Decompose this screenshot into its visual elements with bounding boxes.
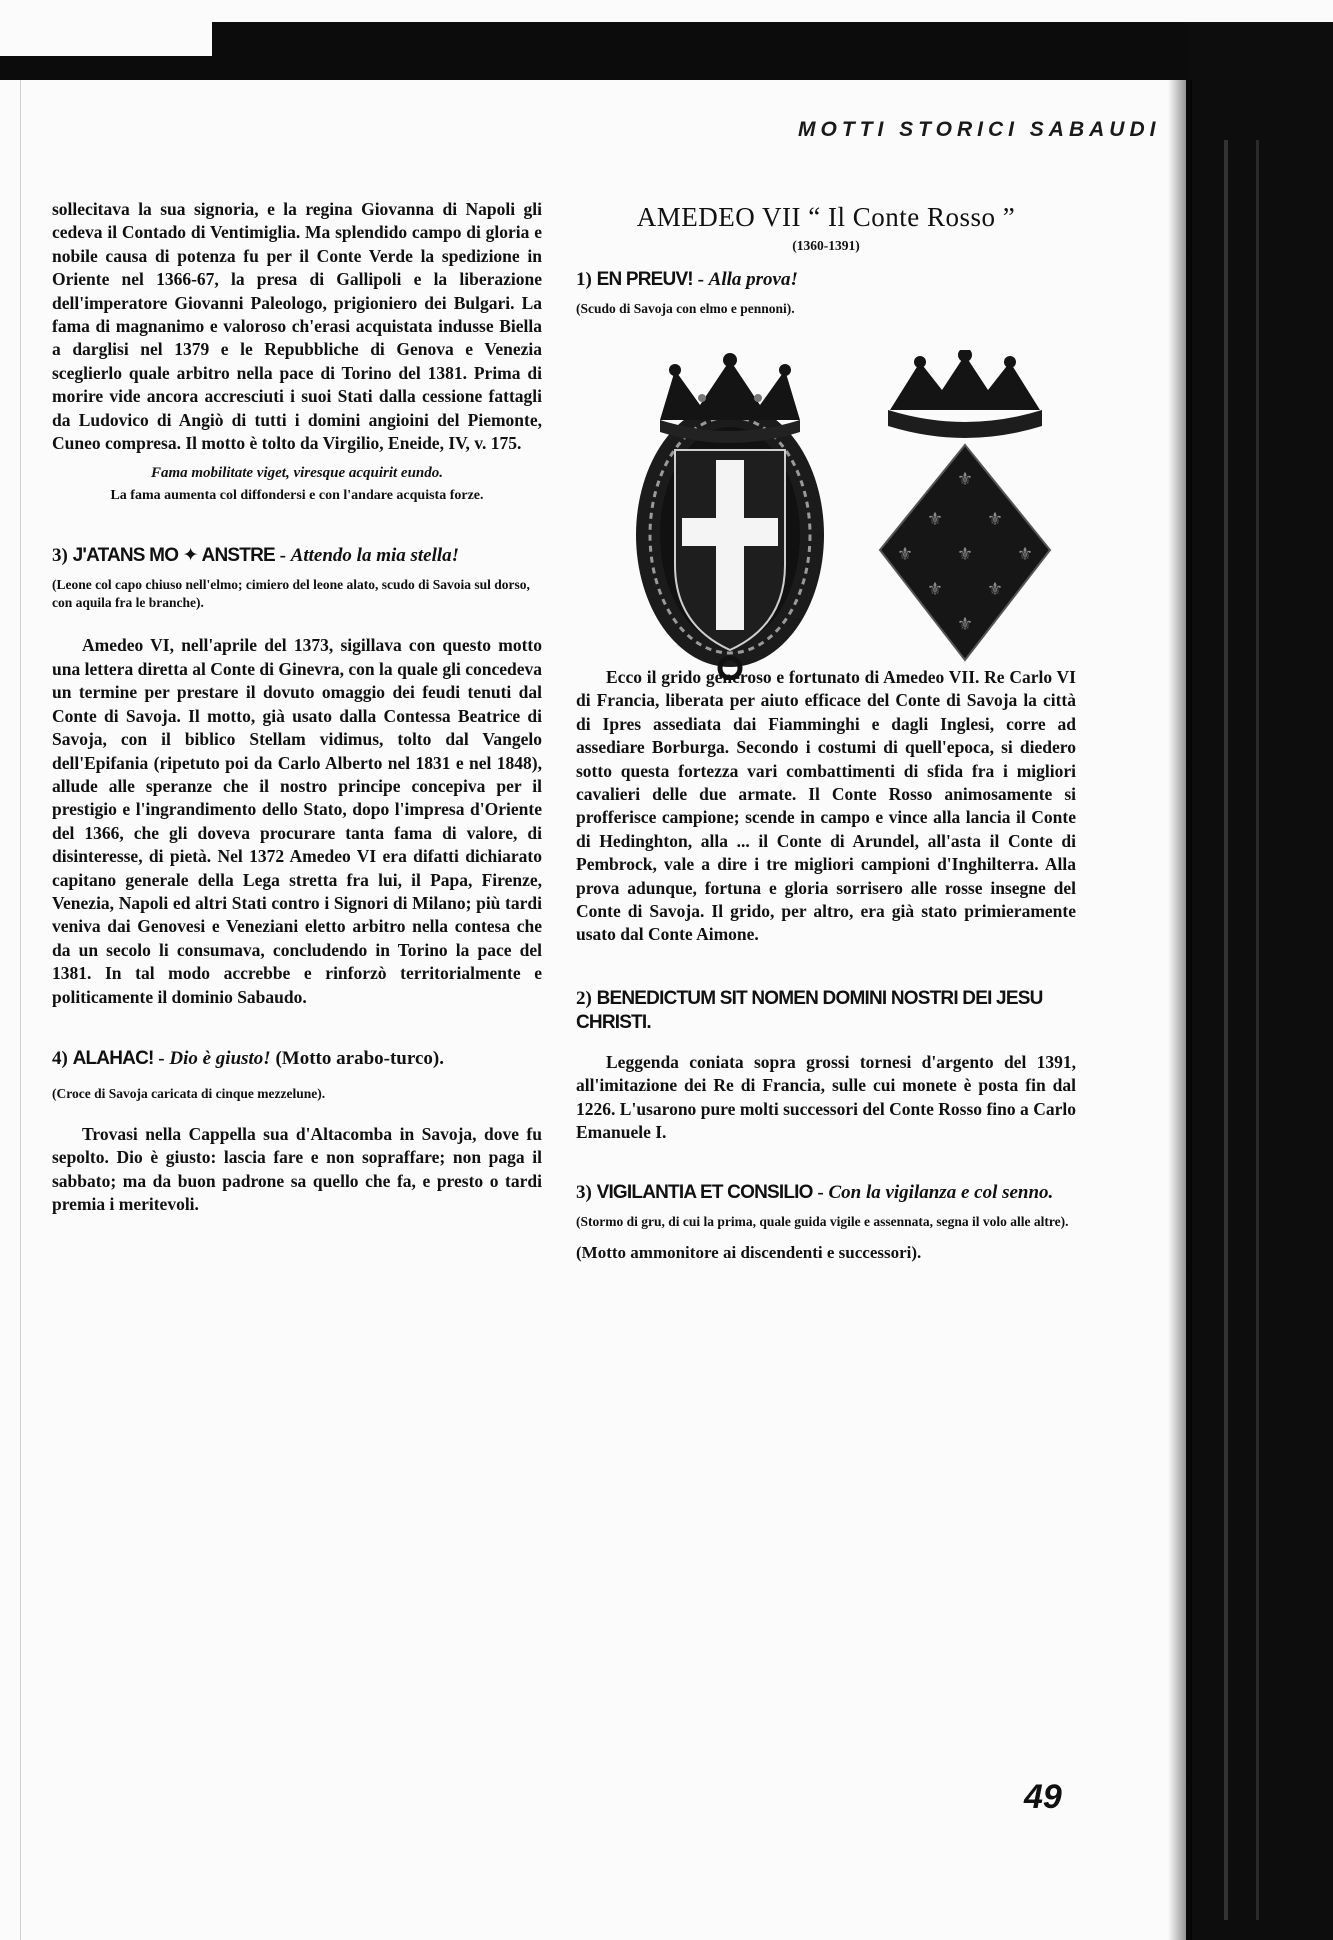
svg-text:⚜: ⚜ bbox=[986, 579, 1004, 600]
section-title: AMEDEO VII “ Il Conte Rosso ” bbox=[636, 202, 1016, 232]
lozenge-fleur-de-lis-emblem bbox=[880, 350, 1050, 660]
scan-border-stripe bbox=[1224, 140, 1228, 1920]
running-title: MOTTI STORICI SABAUDI bbox=[798, 118, 1161, 141]
motto-note: (Leone col capo chiuso nell'elmo; cimiero del leone alato, scudo di Savoia sul dorso, con aquila fra le branche). bbox=[52, 577, 530, 611]
motto-3-right-heading bbox=[576, 1181, 1076, 1205]
motto-3-right-section bbox=[576, 1181, 1076, 1264]
motto-note: (Stormo di gru, di cui la prima, quale guida vigile e assennata, segna il volo alle altre). bbox=[576, 1213, 1069, 1229]
motto-translation: Attendo la mia stella! bbox=[290, 545, 460, 567]
motto-separator: - bbox=[817, 1181, 824, 1203]
virgil-quote: Fama mobilitate viget, viresque acquirit eundo. bbox=[150, 465, 444, 482]
svg-text:⚜: ⚜ bbox=[956, 614, 974, 635]
motto-latin: ALAHAC! bbox=[72, 1047, 154, 1069]
motto-4-section bbox=[52, 1047, 542, 1217]
page-number: 49 bbox=[1024, 1778, 1062, 1816]
motto-number: 4) bbox=[52, 1047, 68, 1069]
savoy-shield-emblem bbox=[636, 353, 824, 678]
motto-translation: Dio è giusto! bbox=[169, 1047, 271, 1069]
svg-text:⚜: ⚜ bbox=[986, 509, 1004, 530]
motto-2-section bbox=[576, 987, 1076, 1145]
motto-separator: - bbox=[279, 545, 286, 567]
motto-2-heading bbox=[576, 987, 1076, 1035]
motto-translation: Alla prova! bbox=[708, 269, 798, 290]
motto-paragraph: Leggenda coniata sopra grossi tornesi d'argento del 1391, all'imitazione dei Re di Francia, sulle cui monete è posta fin dal 1226. L'usarono pure molti successori del Conte Rosso fino a Carlo Emanuele I. bbox=[576, 1051, 1076, 1143]
motto-3-heading bbox=[52, 544, 542, 568]
scan-right-border bbox=[1186, 22, 1333, 1940]
motto-suffix: (Motto arabo-turco). bbox=[275, 1047, 444, 1069]
section-dates: (1360-1391) bbox=[792, 238, 860, 253]
motto-latin: EN PREUV! bbox=[596, 269, 693, 290]
motto-note: (Scudo di Savoja con elmo e pennoni). bbox=[576, 301, 795, 316]
motto-translation: Con la vigilanza e col senno. bbox=[828, 1181, 1054, 1203]
motto-number: 1) bbox=[576, 269, 592, 290]
scan-topleft-border bbox=[0, 56, 212, 80]
page-edge bbox=[20, 80, 21, 1940]
scan-top-margin bbox=[212, 0, 1333, 24]
svg-text:⚜: ⚜ bbox=[926, 579, 944, 600]
svg-text:⚜: ⚜ bbox=[926, 509, 944, 530]
motto-latin: J'ATANS MO ✦ ANSTRE bbox=[72, 545, 275, 567]
motto-latin: BENEDICTUM SIT NOMEN DOMINI NOSTRI DEI JESU CHRISTI. bbox=[576, 987, 1043, 1033]
motto-3-section bbox=[52, 544, 542, 1009]
motto-separator: - bbox=[697, 269, 704, 290]
motto-number: 2) bbox=[576, 987, 592, 1009]
motto-latin: VIGILANTIA ET CONSILIO bbox=[596, 1181, 813, 1203]
scan-top-border bbox=[212, 22, 1333, 80]
intro-paragraph: sollecitava la sua signoria, e la regina Giovanna di Napoli gli cedeva il Contado di Ventimiglia. Ma splendido campo di gloria e nobile causa di potenza fu per il Conte Verde la spedizione in Oriente nel 1366-67, la presa di Gallipoli e la liberazione dell'imperatore Giovanni Paleologo, prigioniero dei Bulgari. La fama di magnanimo e valoroso ch'erasi acquistata indusse Biella a darglisi nel 1379 e le Repubbliche di Genova e Venezia sceglierlo quale arbitro nella pace di Torino del 1381. Prima di morire vide ancora accresciuti i suoi Stati dalla cessione fattagli da Ludovico di Angiò di tutti i domini angioini del Piemonte, Cuneo compresa. Il motto è tolto da Virgilio, Eneide, IV, v. 175. bbox=[52, 199, 542, 454]
motto-1-heading bbox=[576, 268, 1076, 292]
svg-text:⚜: ⚜ bbox=[1016, 544, 1034, 565]
svg-text:⚜: ⚜ bbox=[956, 544, 974, 565]
motto-paragraph: Trovasi nella Cappella sua d'Altacomba in Savoja, dove fu sepolto. Dio è giusto: lascia fare e non sopraffare; non paga il sabbato; ma da buon padrone sa quello che fa, e presto o tardi premia i meritevoli. bbox=[52, 1123, 542, 1215]
motto-separator: - bbox=[158, 1047, 165, 1069]
motto-note: (Croce di Savoja caricata di cinque mezzelune). bbox=[52, 1085, 326, 1101]
motto-1-paragraph: Ecco il grido generoso e fortunato di Amedeo VII. Re Carlo VI di Francia, liberata per aiuto efficace del Conte di Savoja la città di Ipres assediata dai Fiamminghi e dagli Inglesi, corre ad assediare Borburga. Secondo i costumi di quell'epoca, si diedero sotto questa fortezza vari combattimenti di sfida fra i migliori cavalieri delle due armate. Il Conte Rosso animosamente si profferisce campione; scende in campo e vince alla lancia il Conte di Hedinghton, alla ... il Conte di Arundel, all'asta il Conte di Pembrock, vale a dire i tre migliori campioni d'Inghilterra. Alla prova adunque, fortuna e gloria sorrisero alle rosse insegne del Conte di Savoja. Il grido, per altro, era già stato primieramente usato dal Conte Aimone. bbox=[576, 667, 1076, 945]
scan-gutter-shadow bbox=[1168, 80, 1192, 1940]
svg-text:⚜: ⚜ bbox=[896, 544, 914, 565]
scan-border-stripe bbox=[1256, 140, 1259, 1920]
left-column bbox=[52, 198, 542, 1217]
motto-number: 3) bbox=[576, 1181, 592, 1203]
virgil-quote-translation: La fama aumenta col diffondersi e con l'andare acquista forze. bbox=[110, 488, 484, 504]
svg-text:⚜: ⚜ bbox=[956, 469, 974, 490]
motto-paragraph: (Motto ammonitore ai discendenti e successori). bbox=[576, 1242, 922, 1262]
motto-number: 3) bbox=[52, 545, 68, 567]
motto-paragraph: Amedeo VI, nell'aprile del 1373, sigillava con questo motto una lettera diretta al Conte di Ginevra, con la quale gli concedeva un termine per prestare il dovuto omaggio dei feudi tenuti dal Conte di Savoja. Il motto, già usato dalla Contessa Beatrice di Savoja, con il biblico Stellam vidimus, tolto dal Vangelo dell'Epifania (ripetuto poi da Carlo Alberto nel 1831 e nel 1848), allude alle speranze che il nostro principe concepiva per il prestigio e l'ingrandimento dello Stato, dopo l'impresa d'Oriente del 1366, che gli doveva procurare tanta fama di valore, di disinteresse, di pietà. Nel 1372 Amedeo VI era difatti dichiarato capitano generale della Lega stretta fra lui, il Papa, Firenze, Venezia, Napoli ed altri Stati contro i Signori di Milano; più tardi veniva dai Genovesi e Veneziani eletto arbitro nella contesa che da un secolo li consumava, concludendo in Torino la pace del 1381. In tal modo accrebbe e rinforzò territorialmente e politicamente il dominio Sabaudo. bbox=[52, 635, 542, 1007]
motto-4-heading bbox=[52, 1047, 542, 1071]
heraldic-emblems bbox=[620, 350, 1080, 680]
